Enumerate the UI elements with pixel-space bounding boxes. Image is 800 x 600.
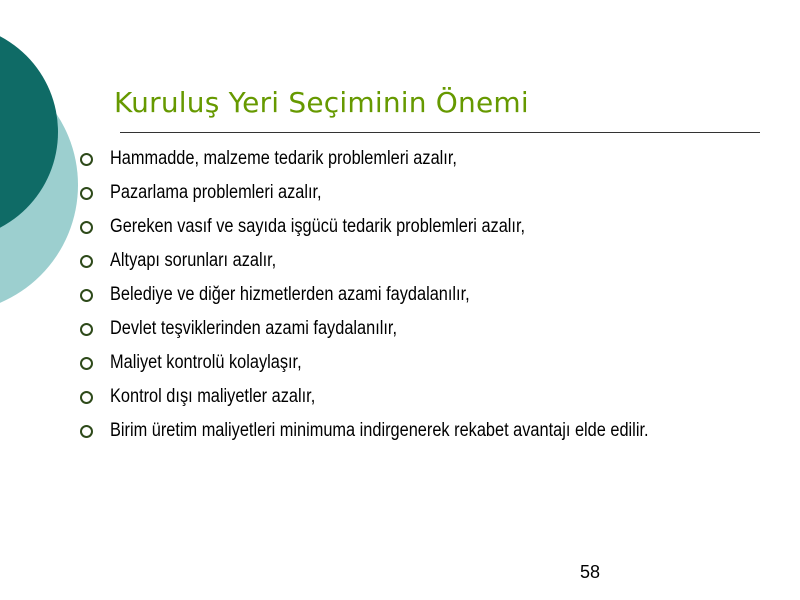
bullet-text: Birim üretim maliyetleri minimuma indirgenerek rekabet avantajı elde edilir. — [110, 420, 649, 441]
hollow-circle-bullet-icon — [80, 153, 93, 166]
hollow-circle-bullet-icon — [80, 425, 93, 438]
bullet-item — [78, 284, 768, 306]
bullet-text: Maliyet kontrolü kolaylaşır, — [110, 352, 302, 373]
bullet-text: Devlet teşviklerinden azami faydalanılır, — [110, 318, 397, 339]
bullet-text: Gereken vasıf ve sayıda işgücü tedarik problemleri azalır, — [110, 216, 526, 237]
bullet-text: Belediye ve diğer hizmetlerden azami faydalanılır, — [110, 284, 470, 305]
bullet-item — [78, 148, 768, 170]
hollow-circle-bullet-icon — [80, 255, 93, 268]
bullet-item — [78, 250, 768, 272]
bullet-list — [78, 148, 768, 454]
bullet-item — [78, 318, 768, 340]
title-underline — [120, 132, 760, 133]
bullet-text: Pazarlama problemleri azalır, — [110, 182, 322, 203]
hollow-circle-bullet-icon — [80, 289, 93, 302]
bullet-text: Hammadde, malzeme tedarik problemleri azalır, — [110, 148, 457, 169]
bullet-item — [78, 386, 768, 408]
hollow-circle-bullet-icon — [80, 357, 93, 370]
page-number: 58 — [580, 562, 601, 582]
bullet-item — [78, 216, 768, 238]
bullet-text: Altyapı sorunları azalır, — [110, 250, 277, 271]
bullet-item — [78, 352, 768, 374]
hollow-circle-bullet-icon — [80, 323, 93, 336]
hollow-circle-bullet-icon — [80, 391, 93, 404]
bullet-item — [78, 420, 768, 442]
bullet-text: Kontrol dışı maliyetler azalır, — [110, 386, 316, 407]
slide-title: Kuruluş Yeri Seçiminin Önemi — [114, 86, 529, 119]
bullet-item — [78, 182, 768, 204]
hollow-circle-bullet-icon — [80, 221, 93, 234]
hollow-circle-bullet-icon — [80, 187, 93, 200]
